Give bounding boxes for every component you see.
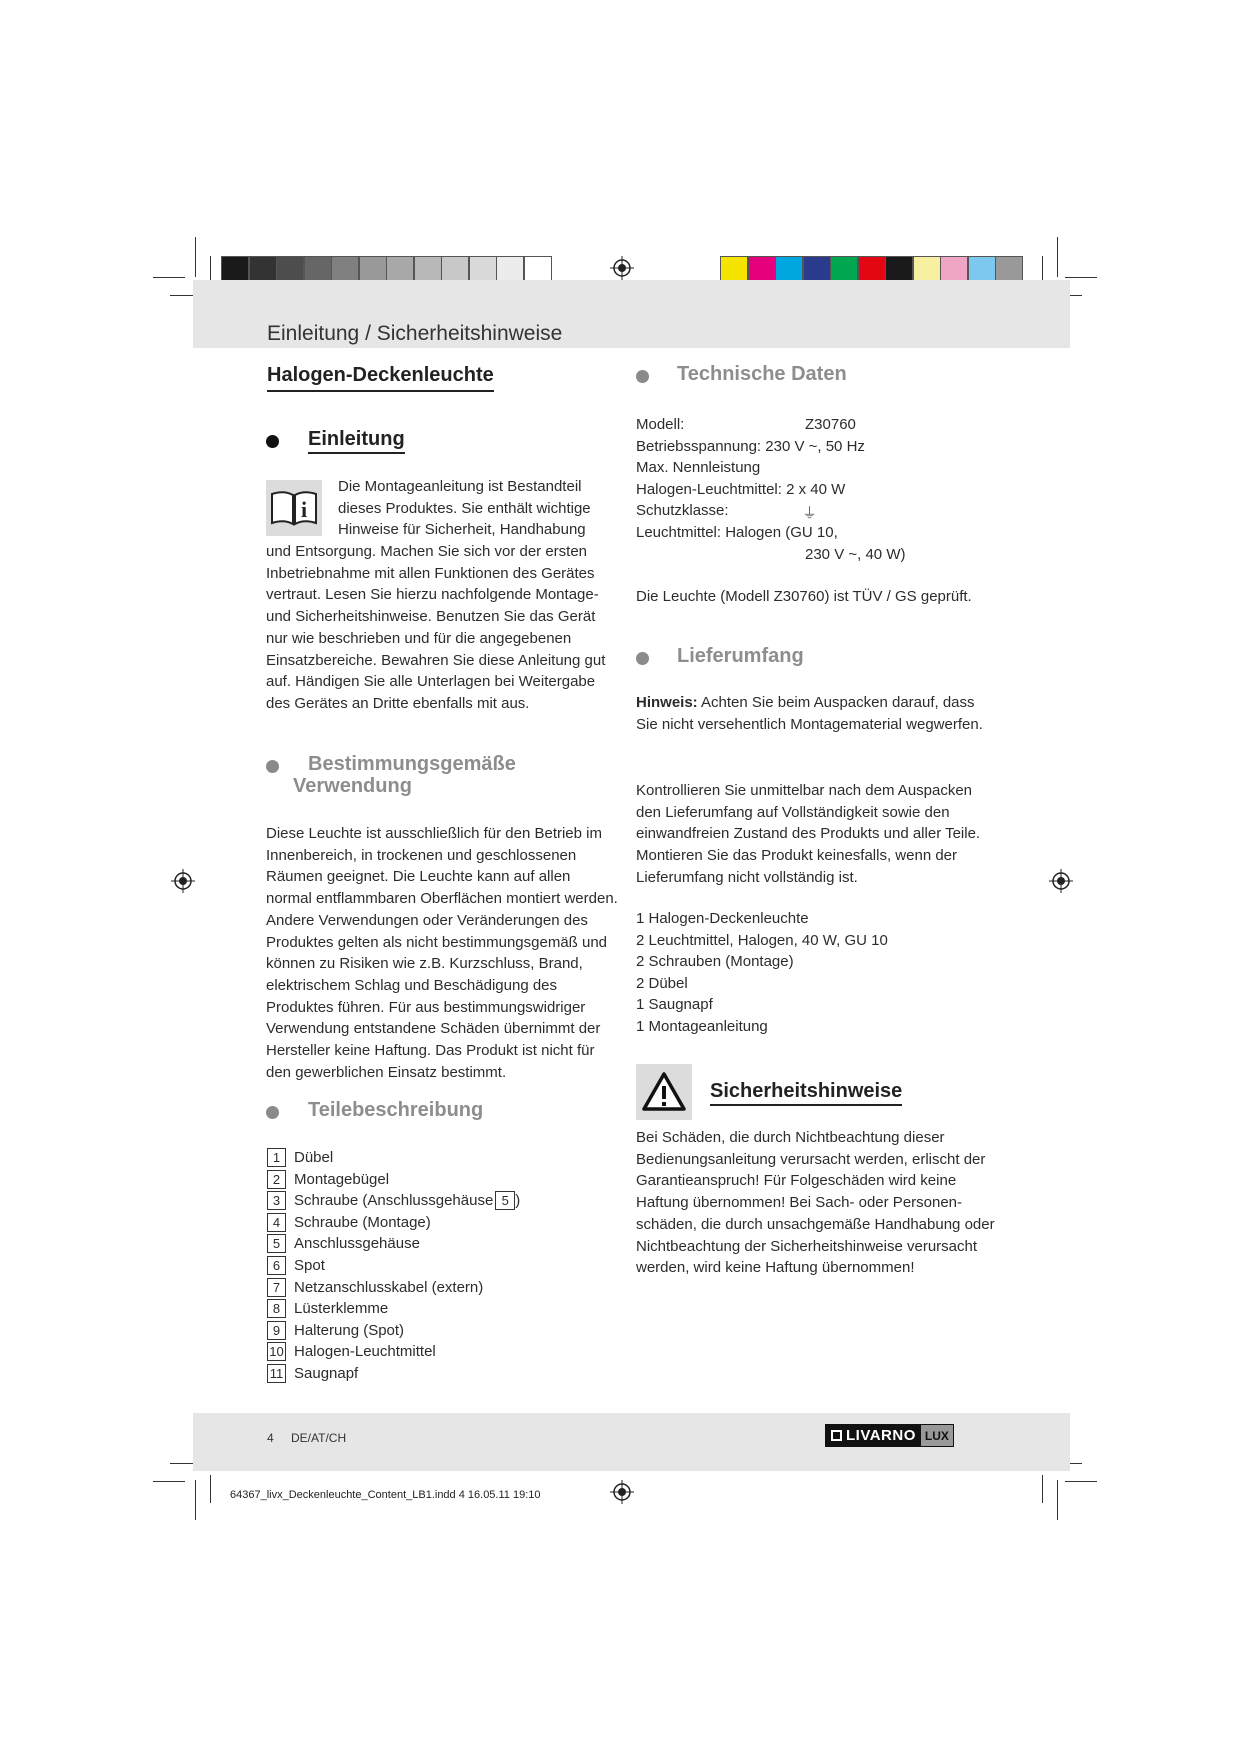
hint-label: Hinweis:	[636, 694, 698, 711]
color-swatch	[803, 256, 831, 283]
info-book-icon	[266, 480, 322, 536]
section-heading-technische-daten: Technische Daten	[677, 363, 847, 385]
brand-logo	[825, 1424, 954, 1447]
gray-swatch	[496, 256, 524, 283]
part-label: Saugnapf	[294, 1365, 359, 1382]
tech-label: Schutzklasse:	[636, 502, 729, 520]
color-swatch	[748, 256, 776, 283]
part-label: Montagebügel	[294, 1170, 390, 1188]
section-heading-teile: Teilebeschreibung	[308, 1099, 484, 1121]
part-number-box: 10	[267, 1342, 286, 1361]
registration-mark-icon	[1049, 869, 1073, 893]
registration-mark-icon	[610, 256, 634, 280]
parts-item	[267, 1148, 333, 1167]
delivery-item: 2 Leuchtmittel, Halogen, 40 W, GU 10	[636, 931, 888, 949]
part-label-suffix: )	[515, 1192, 521, 1210]
part-number-box: 8	[267, 1299, 286, 1318]
parts-item	[267, 1191, 520, 1210]
page-number: 4	[267, 1431, 274, 1445]
section-bullet-icon	[266, 435, 279, 448]
color-swatch	[995, 256, 1023, 283]
intro-line: Hinweise für Sicherheit, Handhabung	[338, 521, 586, 539]
section-heading-bestimmung-1: Bestimmungsgemäße	[308, 753, 516, 775]
tech-label: Halogen-Leuchtmittel: 2 x 40 W	[636, 480, 846, 498]
delivery-item: 1 Montageanleitung	[636, 1018, 768, 1035]
registration-mark-icon	[610, 1480, 634, 1504]
delivery-item: 1 Halogen-Deckenleuchte	[636, 910, 809, 927]
part-number-box: 1	[267, 1148, 286, 1167]
part-label: Halogen-Leuchtmittel	[294, 1343, 436, 1361]
part-label: Anschlussgehäuse	[294, 1235, 420, 1253]
gray-swatch	[359, 256, 387, 283]
lieferumfang-hint	[636, 692, 986, 735]
part-number-box: 4	[267, 1213, 286, 1232]
warning-triangle-icon	[636, 1064, 692, 1120]
part-number-box: 2	[267, 1170, 286, 1189]
tech-label: Betriebsspannung: 230 V ~, 50 Hz	[636, 437, 865, 455]
region-code: DE/AT/CH	[291, 1431, 347, 1445]
section-bullet-icon	[636, 370, 649, 383]
part-label: Netzanschlusskabel (extern)	[294, 1278, 484, 1296]
part-label: Halterung (Spot)	[294, 1321, 405, 1339]
color-swatch	[775, 256, 803, 283]
document-title: Halogen-Deckenleuchte	[267, 364, 494, 392]
parts-item	[267, 1342, 436, 1361]
part-label: Lüsterklemme	[294, 1300, 389, 1318]
color-swatch	[830, 256, 858, 283]
parts-item	[267, 1278, 483, 1297]
logo-wordmark: LIVARNO	[826, 1425, 921, 1446]
gray-swatch	[414, 256, 442, 283]
section-bullet-icon	[266, 760, 279, 773]
registration-mark-icon	[171, 869, 195, 893]
parts-item	[267, 1213, 431, 1232]
color-swatch	[858, 256, 886, 283]
print-slug: 64367_livx_Deckenleuchte_Content_LB1.indd 4 16.05.11 19:10	[230, 1489, 541, 1501]
gray-swatch	[524, 256, 552, 283]
section-heading-sicherheit: Sicherheitshinweise	[710, 1080, 902, 1103]
lieferumfang-body: Kontrollieren Sie unmittelbar nach dem Auspacken den Lieferumfang auf Vollständigkeit sowie den einwandfreien Zustand des Produkts und aller Teile. Montieren Sie das Produkt keinesfalls, wenn der Lieferumfang nicht vollständig ist.	[636, 782, 981, 886]
einleitung-body: und Entsorgung. Machen Sie sich vor der ersten Inbetriebnahme mit allen Funktionen des Gerätes vertraut. Lesen Sie hierzu nachfolgende Montage- und Sicherheitshinweise. Benutzen Sie das Gerät nur wie beschrieben und für die angegebenen Einsatzbereiche. Bewahren Sie diese Anleitung gut auf. Händigen Sie alle Unterlagen bei Weitergabe des Gerätes an Dritte ebenfalls mit aus.	[266, 543, 606, 712]
intro-line: dieses Produktes. Sie enthält wichtige	[338, 499, 591, 517]
tech-label: Leuchtmittel: Halogen (GU 10,	[636, 524, 838, 541]
gray-swatch	[276, 256, 304, 283]
gray-swatch	[221, 256, 249, 283]
parts-item	[267, 1364, 358, 1383]
part-number-box: 5	[267, 1234, 286, 1253]
delivery-item: 2 Schrauben (Montage)	[636, 953, 794, 971]
gray-swatch	[386, 256, 414, 283]
logo-lux: LUX	[921, 1425, 953, 1446]
color-swatch	[720, 256, 748, 283]
tech-label: Max. Nennleistung	[636, 459, 761, 477]
parts-item	[267, 1170, 389, 1189]
einleitung-intro	[338, 476, 618, 541]
intro-line: Die Montageanleitung ist Bestandteil	[338, 478, 582, 495]
delivery-item: 2 Dübel	[636, 974, 688, 992]
part-label: Schraube (Montage)	[294, 1213, 431, 1231]
part-number-box: 11	[267, 1364, 286, 1383]
part-number-box: 9	[267, 1321, 286, 1340]
tech-value: ⏚	[802, 505, 818, 523]
hint-text: Achten Sie beim Auspacken darauf, dass Sie nicht versehentlich Montagematerial wegwerfen.	[636, 694, 983, 733]
gray-swatch	[304, 256, 332, 283]
part-number-box: 6	[267, 1256, 286, 1275]
section-heading-lieferumfang: Lieferumfang	[677, 645, 804, 667]
gray-swatch	[441, 256, 469, 283]
part-label: Schraube (Anschlussgehäuse	[294, 1192, 494, 1210]
delivery-item: 1 Saugnapf	[636, 996, 713, 1014]
logo-mark-icon	[831, 1430, 842, 1441]
parts-item	[267, 1299, 388, 1318]
tech-value: Z30760	[805, 416, 856, 433]
sicherheit-body: Bei Schäden, die durch Nichtbeachtung dieser Bedienungsanleitung verursacht werden, erlischt der Garantieanspruch! Für Folgeschäden wird keine Haftung übernommen! Bei Sach- oder Personen-schäden, die durch unsachgemäße Handhabung oder Nichtbeachtung der Sicherheitshinweise verursacht werden, wird keine Haftung übernommen!	[636, 1129, 995, 1277]
svg-text:i: i	[300, 497, 308, 522]
color-swatch	[940, 256, 968, 283]
section-bullet-icon	[636, 652, 649, 665]
bestimmung-body: Diese Leuchte ist ausschließlich für den Betrieb im Innenbereich, in trockenen und geschlossenen Räumen geeignet. Die Leuchte kann auf allen normal entflammbaren Oberflächen montiert werden. Andere Verwendungen oder Veränderungen des Produktes gelten als nicht bestimmungsgemäß und können zu Risiken wie z.B. Kurzschluss, Brand, elektrischem Schlag und Beschädigung des Produktes führen. Für aus bestimmungswidriger Verwendung entstandene Schäden übernimmt der Hersteller keine Haftung. Das Produkt ist nicht für den gewerblichen Einsatz bestimmt.	[266, 825, 618, 1081]
color-swatch	[968, 256, 996, 283]
section-heading-einleitung: Einleitung	[308, 428, 405, 451]
section-heading-bestimmung-2: Verwendung	[293, 775, 412, 797]
part-number-box: 3	[267, 1191, 286, 1210]
color-swatch	[913, 256, 941, 283]
tech-value: 230 V ~, 40 W)	[805, 545, 906, 563]
part-reference-box: 5	[495, 1191, 515, 1210]
color-swatch	[885, 256, 913, 283]
certification-note: Die Leuchte (Modell Z30760) ist TÜV / GS geprüft.	[636, 588, 972, 605]
gray-swatch	[469, 256, 497, 283]
parts-item	[267, 1256, 325, 1275]
tech-label: Modell:	[636, 416, 685, 433]
gray-swatch	[331, 256, 359, 283]
parts-item	[267, 1234, 420, 1253]
parts-item	[267, 1321, 404, 1340]
page-header-title: Einleitung / Sicherheitshinweise	[267, 322, 563, 345]
section-bullet-icon	[266, 1106, 279, 1119]
gray-swatch	[249, 256, 277, 283]
part-label: Spot	[294, 1257, 325, 1274]
part-number-box: 7	[267, 1278, 286, 1297]
part-label: Dübel	[294, 1149, 334, 1166]
